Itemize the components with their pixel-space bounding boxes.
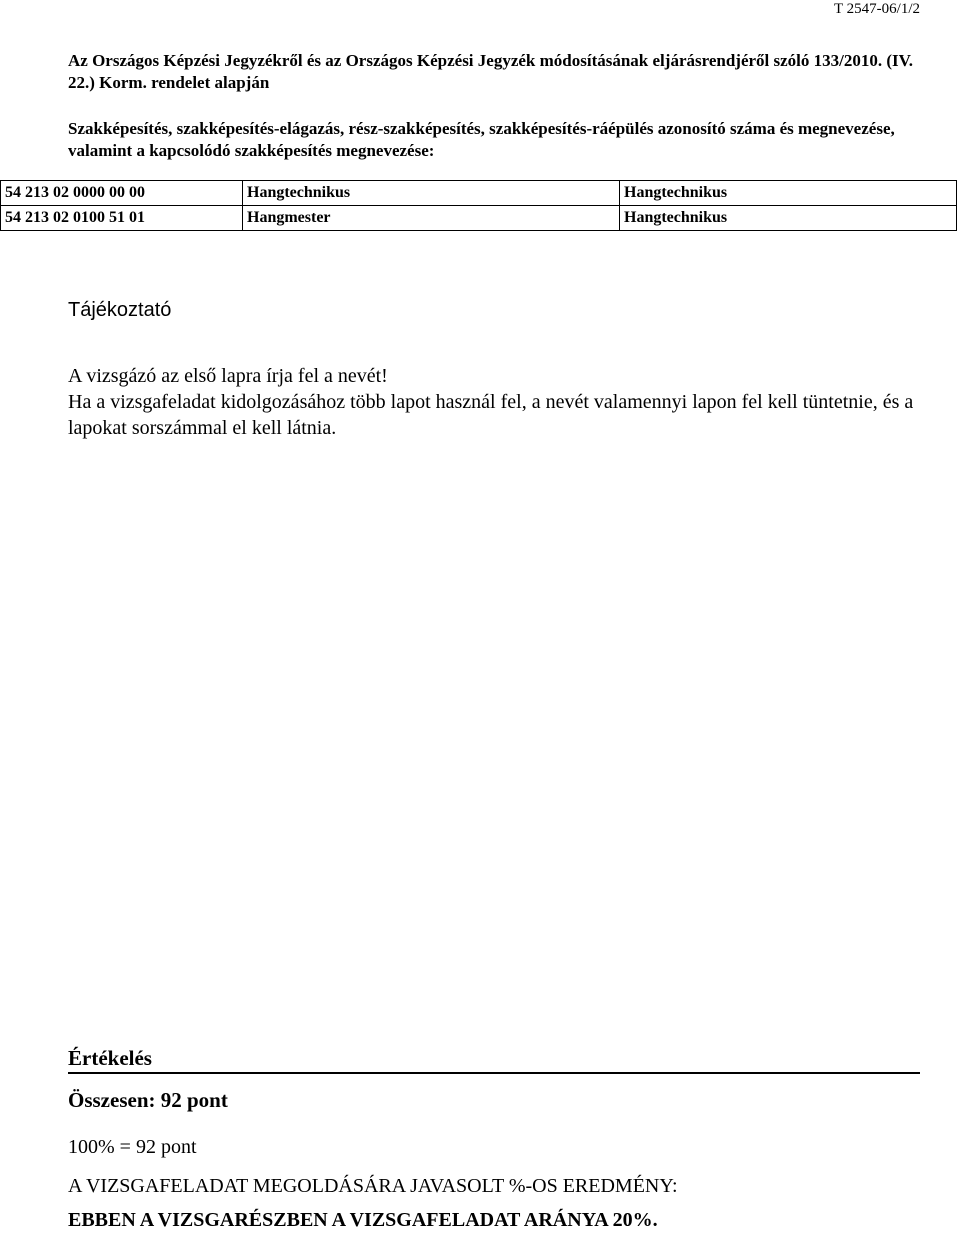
qualification-intro: Szakképesítés, szakképesítés-elágazás, rész-szakképesítés, szakképesítés-ráépülés azonosító száma és megnevezése, valamint a kapcsolódó szakképesítés megnevezése: (68, 119, 895, 160)
evaluation-ratio: EBBEN A VIZSGARÉSZBEN A VIZSGAFELADAT ARÁNYA 20%. (68, 1209, 658, 1231)
related-qualification: Hangtechnikus (620, 181, 957, 206)
evaluation-suggested-result: A VIZSGAFELADAT MEGOLDÁSÁRA JAVASOLT %-OS EREDMÉNY: (68, 1175, 678, 1197)
table-row (1, 181, 957, 206)
evaluation-total: Összesen: 92 pont (68, 1088, 228, 1112)
document-code: T 2547-06/1/2 (834, 1, 920, 17)
info-line-name: A vizsgázó az első lapra írja fel a nevét! (68, 365, 388, 387)
qualification-name: Hangtechnikus (243, 181, 620, 206)
info-title: Tájékoztató (68, 299, 172, 321)
qualification-code: 54 213 02 0100 51 01 (1, 206, 243, 231)
evaluation-percent: 100% = 92 pont (68, 1136, 197, 1158)
evaluation-heading: Értékelés (68, 1044, 920, 1074)
legal-basis-text: Az Országos Képzési Jegyzékről és az Országos Képzési Jegyzék módosításának eljárásrendjéről szóló 133/2010. (IV. 22.) Korm. rendelet alapján (68, 51, 913, 92)
info-body (68, 363, 928, 441)
qualification-code: 54 213 02 0000 00 00 (1, 181, 243, 206)
related-qualification: Hangtechnikus (620, 206, 957, 231)
info-line-pages: Ha a vizsgafeladat kidolgozásához több lapot használ fel, a nevét valamennyi lapon fel kell tüntetnie, és a lapokat sorszámmal el kell látnia. (68, 391, 914, 439)
qualification-table (0, 180, 957, 231)
table-row (1, 206, 957, 231)
qualification-name: Hangmester (243, 206, 620, 231)
